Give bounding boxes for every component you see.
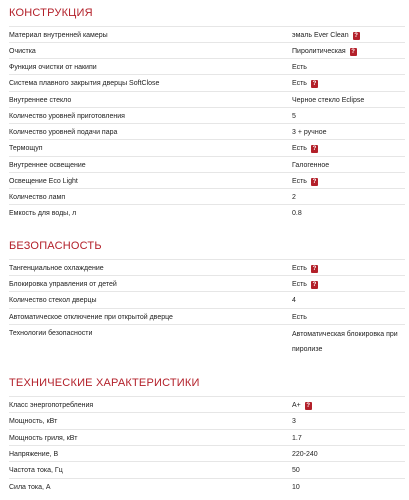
- spec-label: Система плавного закрытия дверцы SoftClose: [9, 80, 160, 87]
- spec-value: Есть ?: [292, 145, 317, 152]
- spec-row-voltage: [9, 445, 405, 458]
- spec-value: Есть: [292, 314, 307, 321]
- spec-row-eco-light: [9, 172, 405, 185]
- spec-label: Частота тока, Гц: [9, 467, 63, 474]
- section-title-safety: БЕЗОПАСНОСТЬ: [9, 240, 102, 252]
- spec-label: Материал внутренней камеры: [9, 32, 108, 39]
- spec-value: 50: [292, 467, 300, 474]
- spec-label: Количество ламп: [9, 194, 66, 201]
- spec-label: Функция очистки от накипи: [9, 64, 97, 71]
- spec-value: Есть ?: [292, 265, 317, 272]
- spec-row-chamber-material: [9, 26, 405, 39]
- spec-value: A+ ?: [292, 402, 311, 409]
- spec-row-softclose: [9, 74, 405, 87]
- spec-label: Напряжение, В: [9, 451, 59, 458]
- spec-value: 3: [292, 418, 296, 425]
- spec-label: Мощность гриля, кВт: [9, 435, 78, 442]
- help-icon[interactable]: ?: [306, 403, 311, 409]
- section-title-technical: ТЕХНИЧЕСКИЕ ХАРАКТЕРИСТИКИ: [9, 377, 200, 389]
- spec-value: Черное стекло Eclipse: [292, 97, 365, 104]
- spec-label: Тангенциальное охлаждение: [9, 265, 104, 272]
- spec-row-interior-light: [9, 156, 405, 169]
- spec-row-door-glass-count: [9, 291, 405, 304]
- spec-row-safety-tech: [9, 324, 405, 353]
- help-icon[interactable]: ?: [354, 33, 358, 39]
- spec-row-descaling: [9, 58, 405, 71]
- spec-row-water-tank: [9, 204, 405, 217]
- spec-row-power: [9, 412, 405, 425]
- spec-label: Технологии безопасности: [9, 330, 93, 337]
- spec-value: 4: [292, 297, 296, 304]
- spec-row-inner-glass: [9, 91, 405, 104]
- spec-label: Мощность, кВт: [9, 418, 58, 425]
- section-title-construction: КОНСТРУКЦИЯ: [9, 7, 93, 19]
- spec-row-child-lock: [9, 275, 405, 288]
- spec-value: Есть ?: [292, 178, 317, 185]
- spec-value: Галогенное: [292, 162, 330, 169]
- spec-value: 5: [292, 113, 296, 120]
- spec-label: Блокировка управления от детей: [9, 281, 117, 288]
- help-icon[interactable]: ?: [312, 266, 317, 272]
- spec-value: 3 + ручное: [292, 129, 327, 136]
- spec-label: Освещение Eco Light: [9, 178, 78, 185]
- spec-row-energy-class: [9, 396, 405, 409]
- help-icon[interactable]: ?: [312, 81, 317, 87]
- spec-label: Очистка: [9, 48, 36, 55]
- spec-label: Количество уровней подачи пара: [9, 129, 118, 136]
- spec-row-current: [9, 478, 405, 491]
- spec-value: 10: [292, 484, 300, 491]
- spec-value: Есть ?: [292, 281, 317, 288]
- spec-value: 1.7: [292, 435, 302, 442]
- spec-row-frequency: [9, 461, 405, 474]
- help-icon[interactable]: ?: [312, 179, 317, 185]
- spec-label: Количество уровней приготовления: [9, 113, 125, 120]
- spec-value: Есть: [292, 64, 307, 71]
- spec-row-steam-levels: [9, 123, 405, 136]
- spec-label: Класс энергопотребления: [9, 402, 94, 409]
- spec-value: 2: [292, 194, 296, 201]
- spec-label: Термощуп: [9, 145, 43, 152]
- spec-row-cleaning: [9, 42, 405, 55]
- spec-row-cooking-levels: [9, 107, 405, 120]
- spec-row-probe: [9, 139, 405, 152]
- help-icon[interactable]: ?: [312, 146, 317, 152]
- spec-label: Количество стекол дверцы: [9, 297, 97, 304]
- spec-label: Внутреннее стекло: [9, 97, 72, 104]
- spec-row-lamp-count: [9, 188, 405, 201]
- spec-label: Внутреннее освещение: [9, 162, 86, 169]
- spec-label: Емкость для воды, л: [9, 210, 77, 217]
- help-icon[interactable]: ?: [312, 282, 317, 288]
- spec-value: 220-240: [292, 451, 318, 458]
- spec-value: Есть ?: [292, 80, 317, 87]
- help-icon[interactable]: ?: [351, 49, 355, 55]
- spec-row-auto-shutoff: [9, 308, 405, 321]
- spec-value: 0.8: [292, 210, 302, 217]
- spec-value: Пиролитическая ?: [292, 48, 355, 55]
- spec-row-grill-power: [9, 429, 405, 442]
- spec-label: Сила тока, А: [9, 484, 51, 491]
- spec-row-tangential-cooling: [9, 259, 405, 272]
- spec-value: эмаль Ever Clean ?: [292, 32, 358, 39]
- spec-label: Автоматическое отключение при открытой дверце: [9, 314, 173, 321]
- spec-value: Автоматическая блокировка при пиролизе: [292, 331, 398, 353]
